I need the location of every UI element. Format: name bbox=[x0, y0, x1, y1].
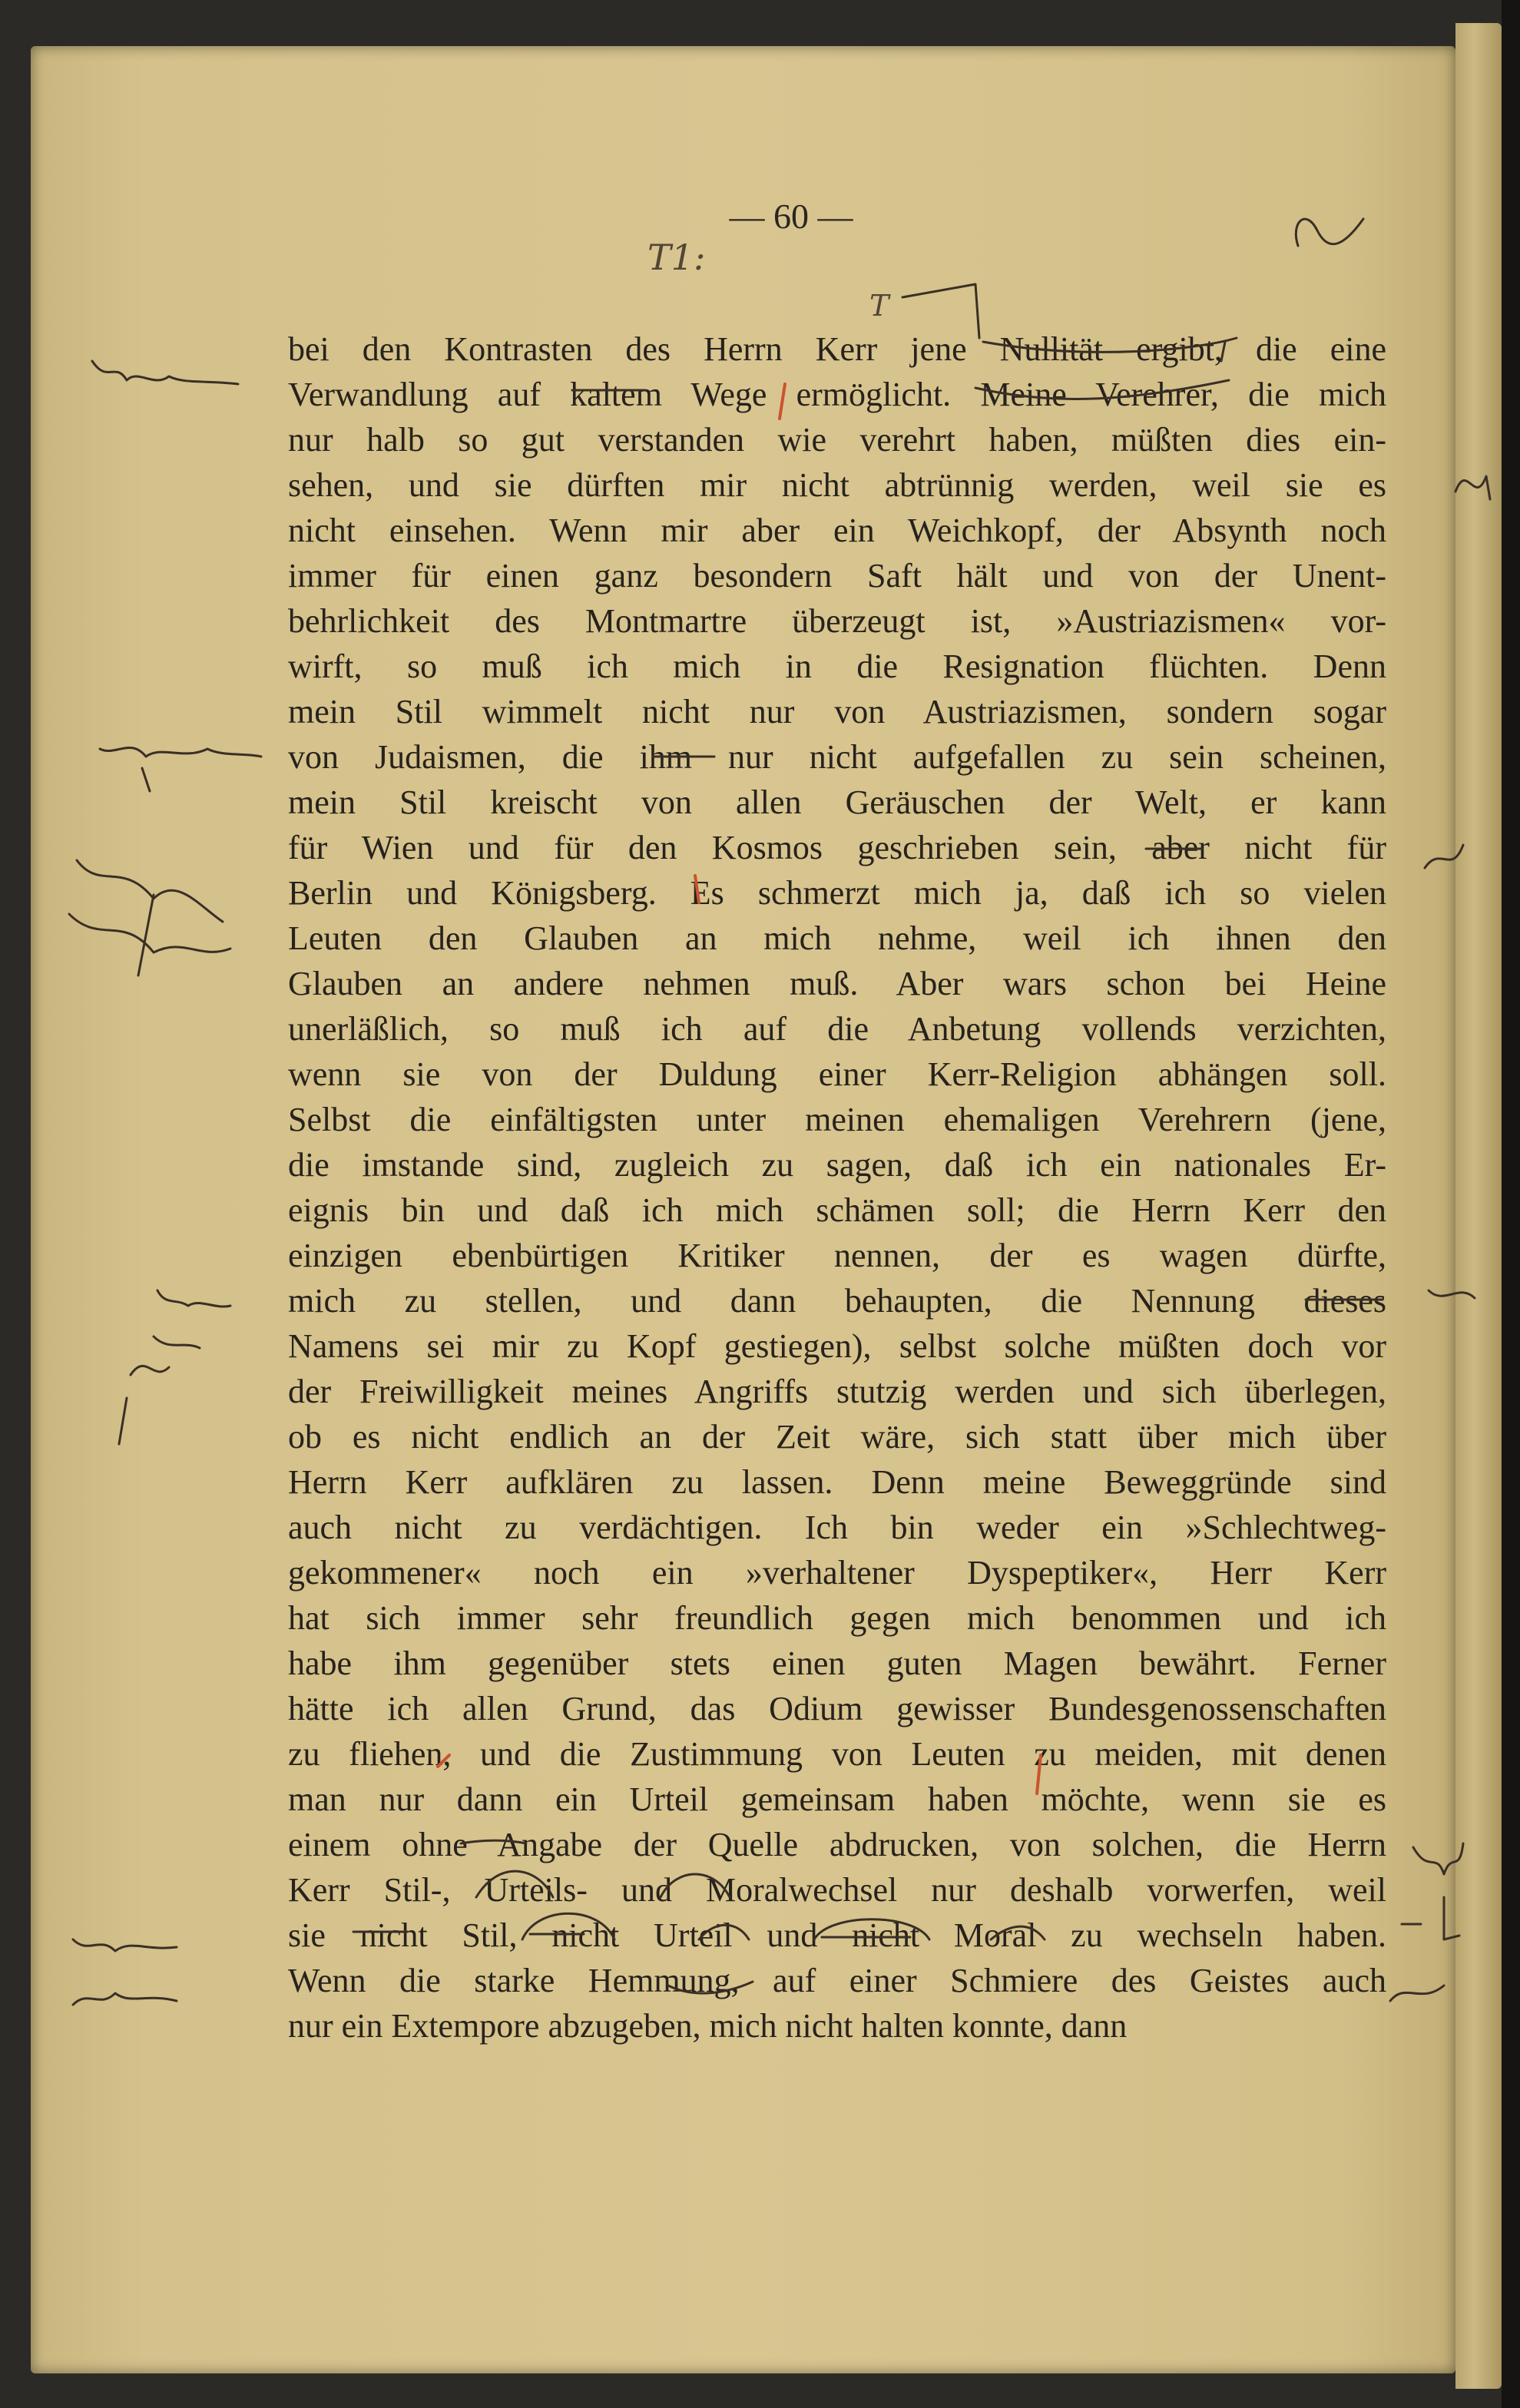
body-text bbox=[288, 326, 1386, 2049]
text-line: wenn sie von der Duldung einer Kerr-Religion abhängen soll. bbox=[288, 1055, 1386, 1093]
text-line: eignis bin und daß ich mich schämen soll; die Herrn Kerr den bbox=[288, 1191, 1386, 1229]
text-line: Verwandlung auf kaltem Wege ermöglicht. Meine Verehrer, die mich bbox=[288, 376, 1386, 413]
text-line: immer für einen ganz besondern Saft hält und von der Unent- bbox=[288, 557, 1386, 595]
page-edge bbox=[1455, 23, 1502, 2389]
binder-edge bbox=[1502, 0, 1520, 2408]
text-line: zu fliehen, und die Zustimmung von Leuten zu meiden, mit denen bbox=[288, 1735, 1386, 1773]
text-line: nicht einsehen. Wenn mir aber ein Weichkopf, der Absynth noch bbox=[288, 512, 1386, 549]
text-line: ob es nicht endlich an der Zeit wäre, sich statt über mich über bbox=[288, 1418, 1386, 1456]
text-line: sie nicht Stil, nicht Urteil und nicht Moral zu wechseln haben. bbox=[288, 1916, 1386, 1954]
page-number: — 60 — bbox=[729, 197, 853, 236]
text-line: man nur dann ein Urteil gemeinsam haben möchte, wenn sie es bbox=[288, 1780, 1386, 1818]
text-line: Herrn Kerr aufklären zu lassen. Denn meine Beweggründe sind bbox=[288, 1463, 1386, 1501]
pencil-note-t1: T1: bbox=[647, 237, 706, 278]
text-line: Kerr Stil-, Urteils- und Moralwechsel nur deshalb vorwerfen, weil bbox=[288, 1871, 1386, 1909]
text-line: wirft, so muß ich mich in die Resignation flüchten. Denn bbox=[288, 648, 1386, 685]
text-line: nur halb so gut verstanden wie verehrt haben, müßten dies ein- bbox=[288, 421, 1386, 459]
text-line: habe ihm gegenüber stets einen guten Magen bewährt. Ferner bbox=[288, 1645, 1386, 1682]
text-line: Selbst die einfältigsten unter meinen ehemaligen Verehrern (jene, bbox=[288, 1101, 1386, 1138]
text-line: von Judaismen, die ihm nur nicht aufgefallen zu sein scheinen, bbox=[288, 738, 1386, 776]
text-line: Glauben an andere nehmen muß. Aber wars schon bei Heine bbox=[288, 965, 1386, 1002]
text-line: für Wien und für den Kosmos geschrieben sein, aber nicht für bbox=[288, 829, 1386, 866]
pencil-note-insert-t: T bbox=[869, 289, 889, 323]
text-line: einem ohne Angabe der Quelle abdrucken, von solchen, die Herrn bbox=[288, 1826, 1386, 1863]
text-line: sehen, und sie dürften mir nicht abtrünnig werden, weil sie es bbox=[288, 466, 1386, 504]
text-line: behrlichkeit des Montmartre überzeugt ist, »Austriazismen« vor- bbox=[288, 602, 1386, 640]
text-line: einzigen ebenbürtigen Kritiker nennen, der es wagen dürfte, bbox=[288, 1237, 1386, 1274]
text-line: unerläßlich, so muß ich auf die Anbetung vollends verzichten, bbox=[288, 1010, 1386, 1048]
text-line: mein Stil kreischt von allen Geräuschen der Welt, er kann bbox=[288, 783, 1386, 821]
text-line: Namens sei mir zu Kopf gestiegen), selbst solche müßten doch vor bbox=[288, 1327, 1386, 1365]
text-line: der Freiwilligkeit meines Angriffs stutzig werden und sich überlegen, bbox=[288, 1373, 1386, 1410]
text-line: bei den Kontrasten des Herrn Kerr jene Nullität ergibt, die eine bbox=[288, 330, 1386, 368]
text-line: hat sich immer sehr freundlich gegen mich benommen und ich bbox=[288, 1599, 1386, 1637]
text-line: Berlin und Königsberg. Es schmerzt mich ja, daß ich so vielen bbox=[288, 874, 1386, 912]
text-line: Wenn die starke Hemmung, auf einer Schmiere des Geistes auch bbox=[288, 1962, 1386, 1999]
text-line: hätte ich allen Grund, das Odium gewisser Bundesgenossenschaften bbox=[288, 1690, 1386, 1727]
text-line: Leuten den Glauben an mich nehme, weil ich ihnen den bbox=[288, 919, 1386, 957]
text-line: mich zu stellen, und dann behaupten, die Nennung dieses bbox=[288, 1282, 1386, 1320]
text-line: gekommener« noch ein »verhaltener Dyspeptiker«, Herr Kerr bbox=[288, 1554, 1386, 1592]
text-line: auch nicht zu verdächtigen. Ich bin weder ein »Schlechtweg- bbox=[288, 1509, 1386, 1546]
text-line: nur ein Extempore abzugeben, mich nicht halten konnte, dann bbox=[288, 2007, 1128, 2045]
text-line: die imstande sind, zugleich zu sagen, daß ich ein nationales Er- bbox=[288, 1146, 1386, 1184]
text-line: mein Stil wimmelt nicht nur von Austriazismen, sondern sogar bbox=[288, 693, 1386, 730]
